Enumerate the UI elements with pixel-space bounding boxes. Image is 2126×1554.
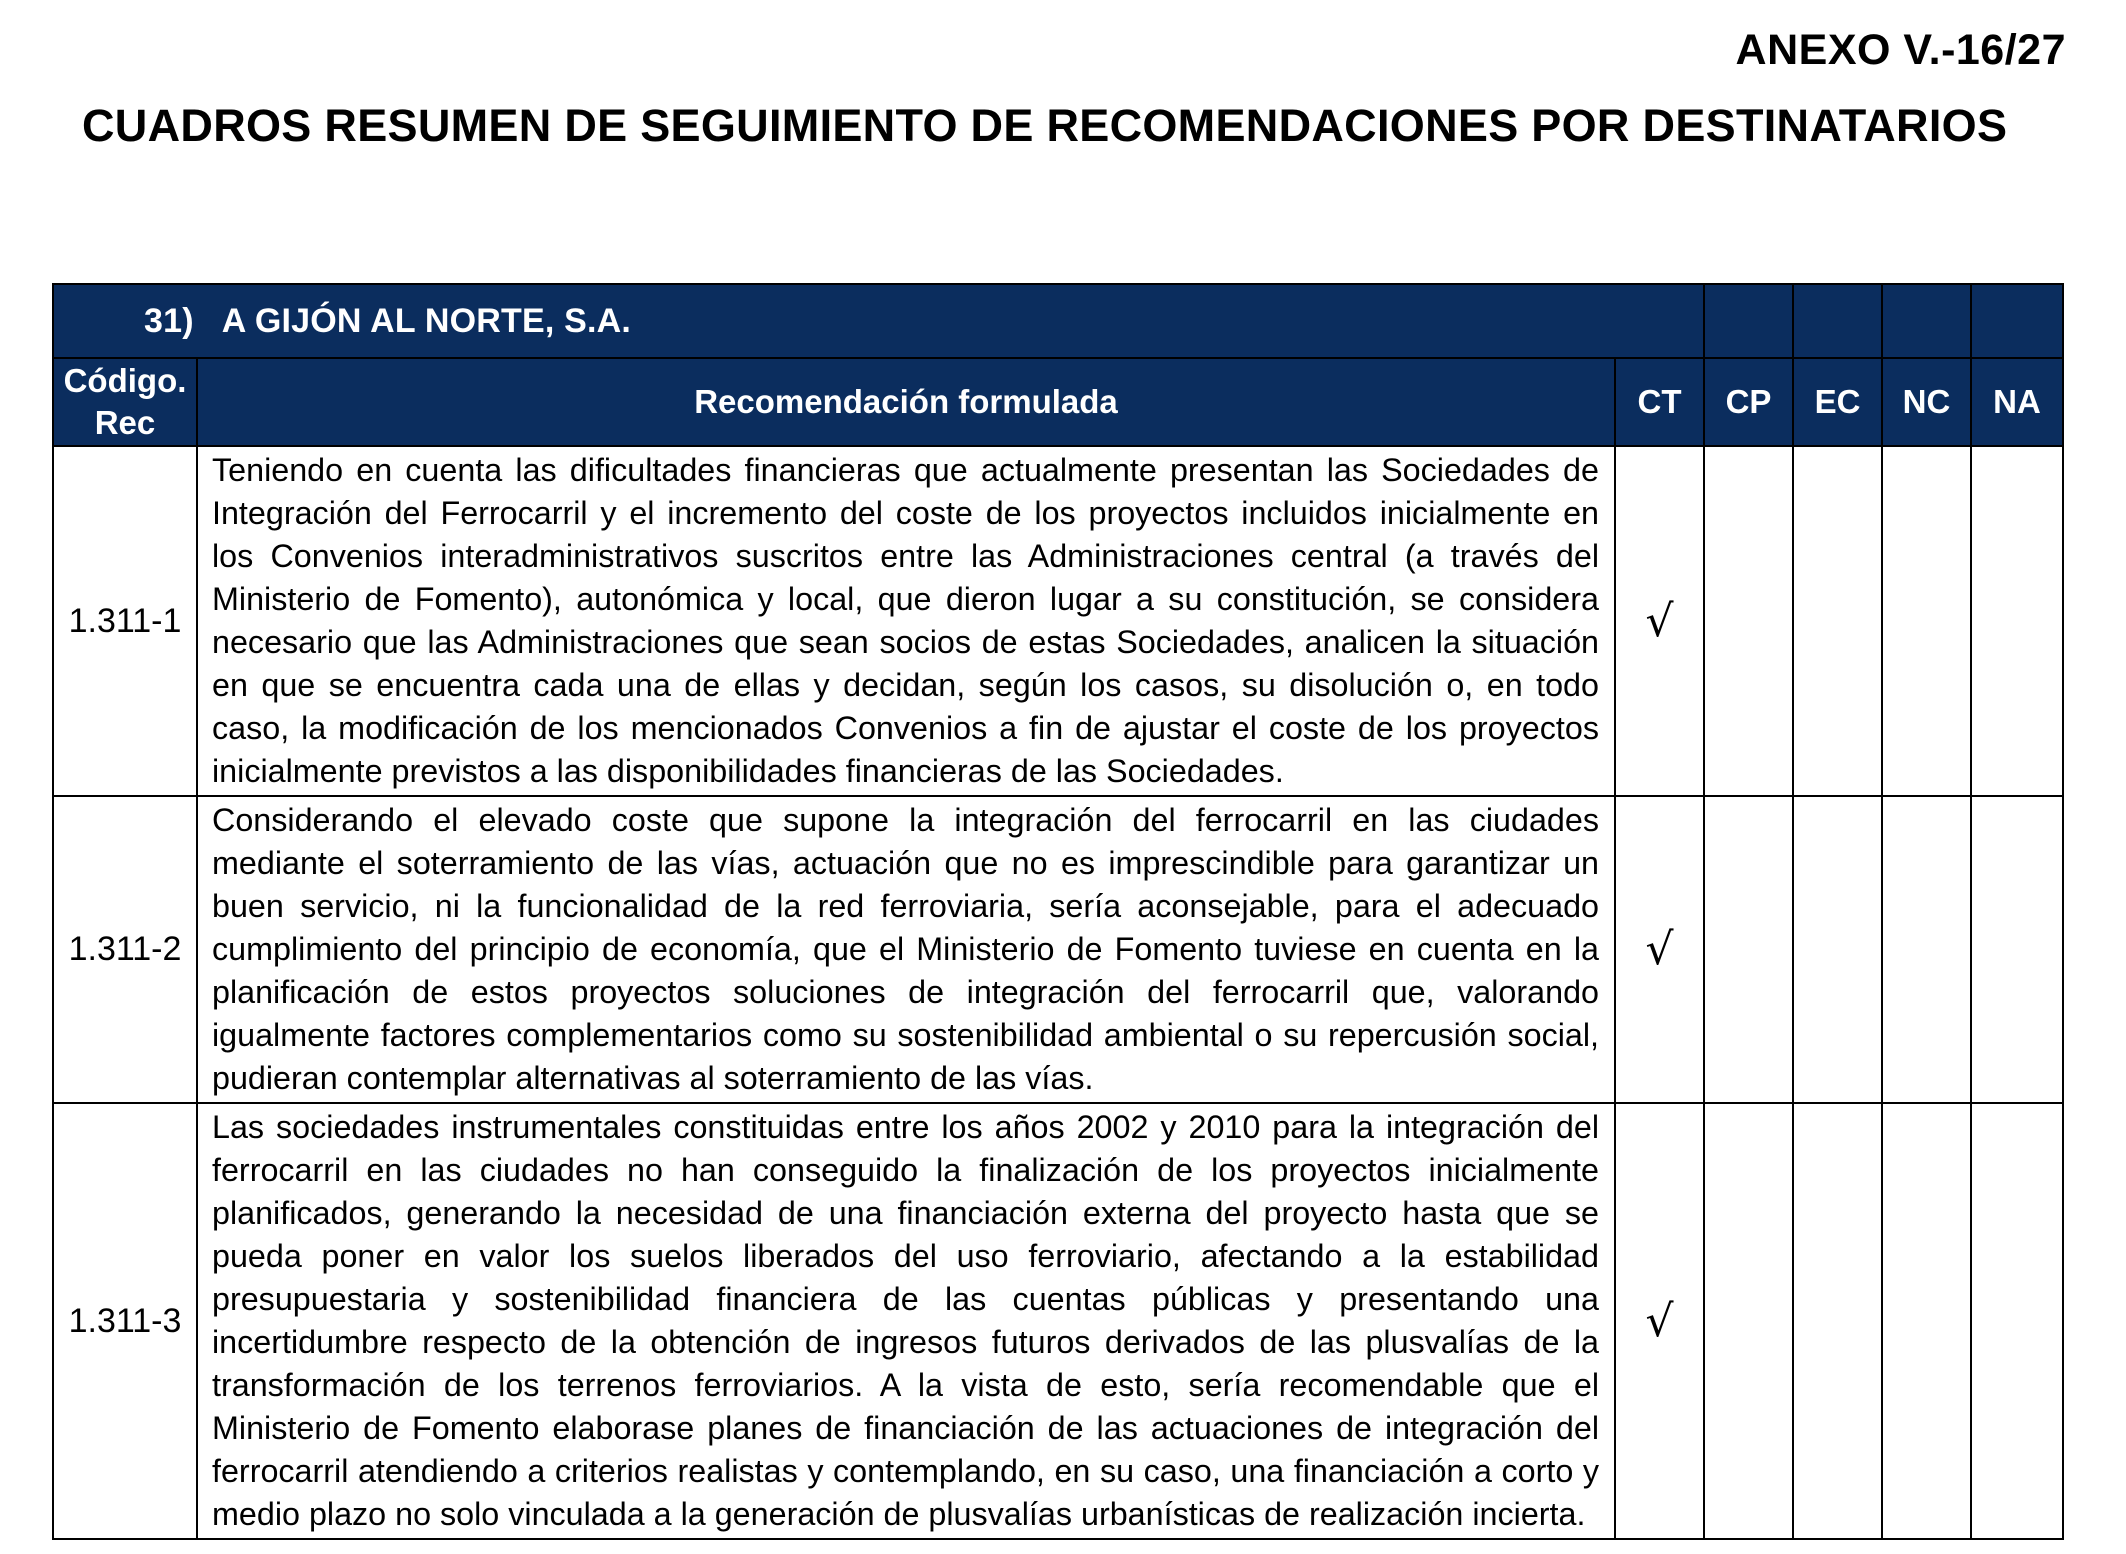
- column-header-cp: CP: [1704, 358, 1793, 446]
- annex-label: ANEXO V.-16/27: [1735, 26, 2066, 74]
- code-header-line1: Código.: [63, 362, 187, 399]
- check-mark-icon: √: [1615, 446, 1704, 796]
- cell-cp: [1704, 796, 1793, 1103]
- recommendations-table: [52, 283, 2064, 1540]
- column-header-ec: EC: [1793, 358, 1882, 446]
- cell-nc: [1882, 446, 1971, 796]
- entity-header-blank-cell: [1971, 284, 2063, 358]
- cell-na: [1971, 796, 2063, 1103]
- table-row: [53, 796, 2063, 1103]
- column-header-ct: CT: [1615, 358, 1704, 446]
- cell-ec: [1793, 446, 1882, 796]
- column-header-nc: NC: [1882, 358, 1971, 446]
- row-code: 1.311-2: [53, 796, 197, 1103]
- row-code: 1.311-1: [53, 446, 197, 796]
- check-mark-icon: √: [1615, 1103, 1704, 1539]
- row-recommendation-text: Considerando el elevado coste que supone la integración del ferrocarril en las ciudades mediante el soterramiento de las vías, actuación que no es imprescindible para garantizar un buen servicio, ni la funcionalidad de la red ferroviaria, sería aconsejable, para el adecuado cumplimiento del principio de economía, que el Ministerio de Fomento tuviese en cuenta en la planificación de estos proyectos soluciones de integración del ferrocarril que, valorando igualmente factores complementarios como su sostenibilidad ambiental o su repercusión social, pudieran contemplar alternativas al soterramiento de las vías.: [197, 796, 1615, 1103]
- table-row: [53, 1103, 2063, 1539]
- column-header-row: [53, 358, 2063, 446]
- cell-nc: [1882, 796, 1971, 1103]
- entity-header-row: [53, 284, 2063, 358]
- entity-heading: [53, 284, 1704, 358]
- cell-cp: [1704, 1103, 1793, 1539]
- row-code: 1.311-3: [53, 1103, 197, 1539]
- cell-ec: [1793, 796, 1882, 1103]
- row-recommendation-text: Las sociedades instrumentales constituidas entre los años 2002 y 2010 para la integración del ferrocarril en las ciudades no han conseguido la finalización de los proyectos inicialmente planificados, generando la necesidad de una financiación externa del proyecto hasta que se pueda poner en valor los suelos liberados del uso ferroviario, afectando a la estabilidad presupuestaria y sostenibilidad financiera de las cuentas públicas y presentando una incertidumbre respecto de la obtención de ingresos futuros derivados de las plusvalías de la transformación de los terrenos ferroviarios. A la vista de esto, sería recomendable que el Ministerio de Fomento elaborase planes de financiación de las actuaciones de integración del ferrocarril atendiendo a criterios realistas y contemplando, en su caso, una financiación a corto y medio plazo no solo vinculada a la generación de plusvalías urbanísticas de realización incierta.: [197, 1103, 1615, 1539]
- table-row: [53, 446, 2063, 796]
- code-header-line2: Rec: [94, 404, 156, 441]
- cell-na: [1971, 1103, 2063, 1539]
- check-mark-icon: √: [1615, 796, 1704, 1103]
- cell-cp: [1704, 446, 1793, 796]
- column-header-code: [53, 358, 197, 446]
- cell-na: [1971, 446, 2063, 796]
- cell-nc: [1882, 1103, 1971, 1539]
- column-header-na: NA: [1971, 358, 2063, 446]
- cell-ec: [1793, 1103, 1882, 1539]
- entity-number: 31): [144, 301, 194, 340]
- page-title: CUADROS RESUMEN DE SEGUIMIENTO DE RECOMENDACIONES POR DESTINATARIOS: [82, 100, 2008, 151]
- entity-header-blank-cell: [1882, 284, 1971, 358]
- entity-header-blank-cell: [1704, 284, 1793, 358]
- column-header-recommendation: Recomendación formulada: [197, 358, 1615, 446]
- row-recommendation-text: Teniendo en cuenta las dificultades financieras que actualmente presentan las Sociedades de Integración del Ferrocarril y el incremento del coste de los proyectos incluidos inicialmente en los Convenios interadministrativos suscritos entre las Administraciones central (a través del Ministerio de Fomento), autonómica y local, que dieron lugar a su constitución, se considera necesario que las Administraciones que sean socios de estas Sociedades, analicen la situación en que se encuentra cada una de ellas y decidan, según los casos, su disolución o, en todo caso, la modificación de los mencionados Convenios a fin de ajustar el coste de los proyectos inicialmente previstos a las disponibilidades financieras de las Sociedades.: [197, 446, 1615, 796]
- entity-header-blank-cell: [1793, 284, 1882, 358]
- entity-name: A GIJÓN AL NORTE, S.A.: [221, 301, 632, 340]
